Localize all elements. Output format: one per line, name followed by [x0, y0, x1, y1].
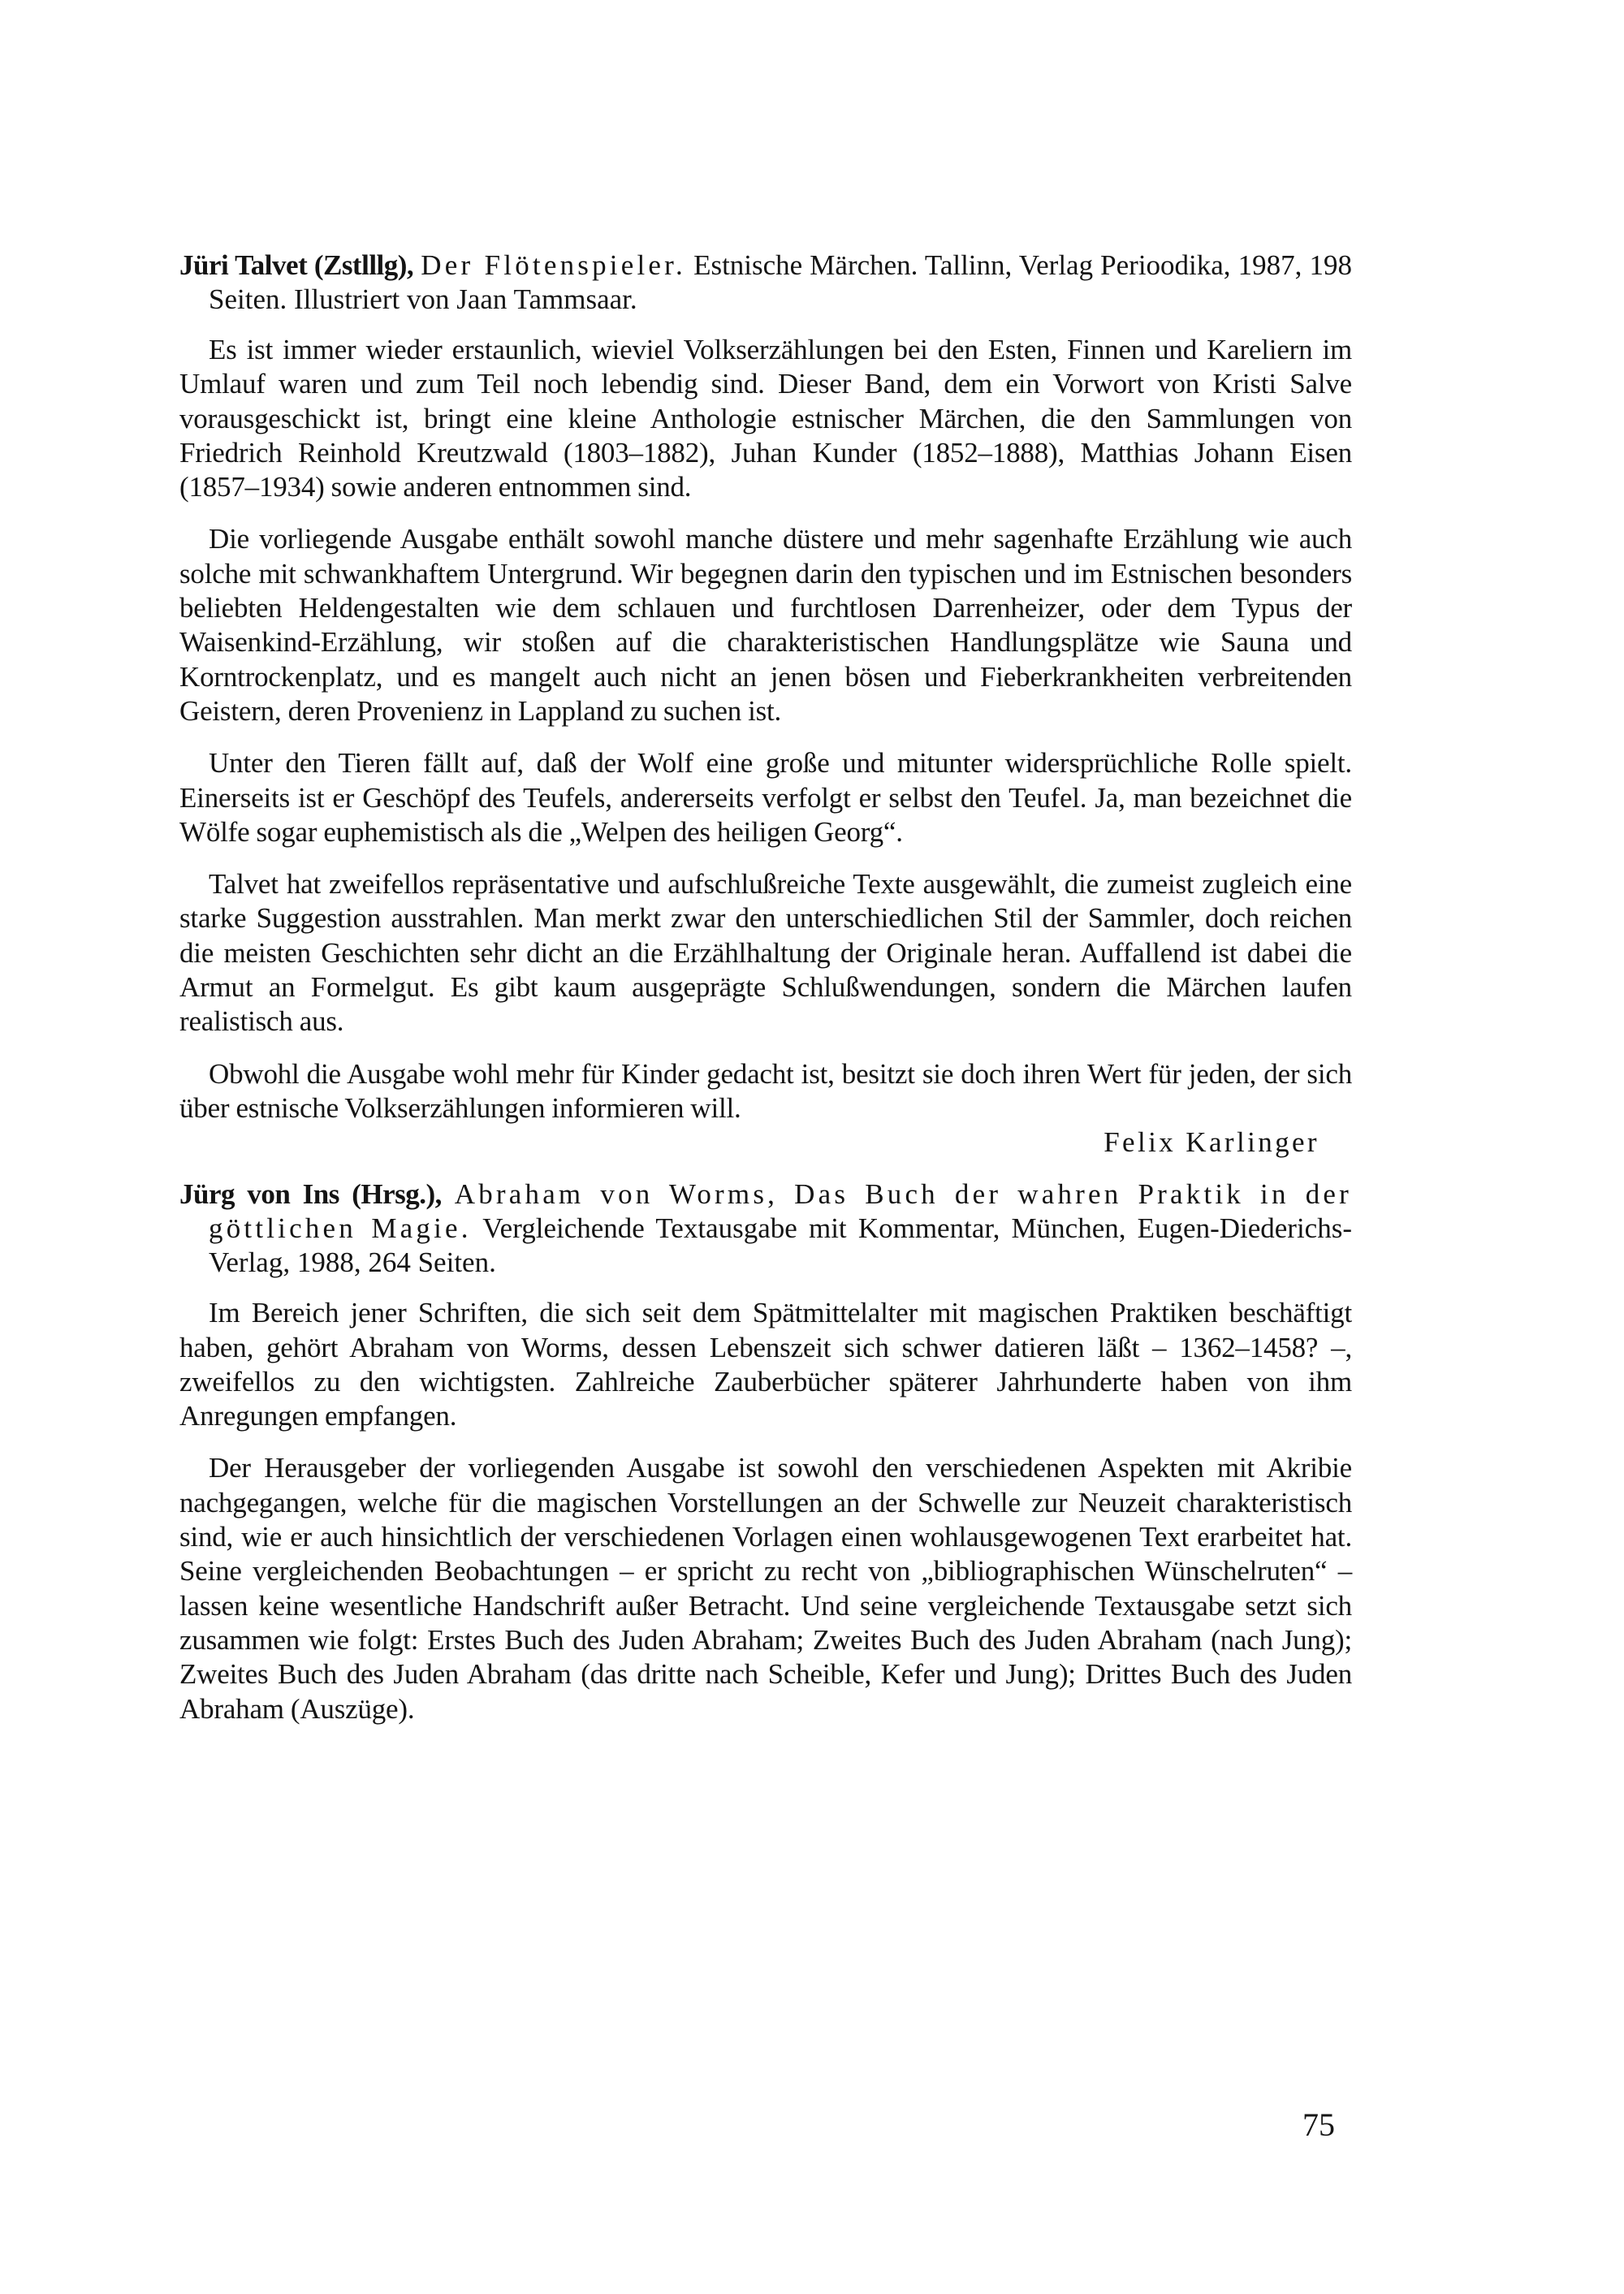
review-paragraph: Die vorliegende Ausgabe enthält sowohl manche düstere und mehr sagenhafte Erzählung wie auch solche mit schwankhaftem Untergrund. Wir begegnen darin den typischen und im Estnischen besonders beliebten Heldengestalten wie dem schlauen und furchtlosen Darrenheizer, oder dem Typus der Waisenkind-Erzählung, wir stoßen auf die charakteristischen Handlungsplätze wie Sauna und Korntrockenplatz, und es mangelt auch nicht an jenen bösen und Fieberkrankheiten verbreitenden Geistern, deren Provenienz in Lappland zu suchen ist.: [179, 523, 1352, 727]
review-entry: [179, 248, 1352, 1160]
review-paragraph: Obwohl die Ausgabe wohl mehr für Kinder gedacht ist, besitzt sie doch ihren Wert für jeden, der sich über estnische Volkserzählungen informieren will.: [179, 1057, 1352, 1124]
review-paragraph: Unter den Tieren fällt auf, daß der Wolf eine große und mitunter widersprüchliche Rolle spielt. Einerseits ist er Geschöpf des Teufels, andererseits verfolgt er selbst den Teufel. Ja, man bezeichnet die Wölfe sogar euphemistisch als die „Welpen des heiligen Georg“.: [179, 747, 1352, 848]
book-title: Der Flötenspieler.: [421, 249, 686, 281]
bibliographic-heading: [179, 248, 1352, 317]
document-page: [179, 248, 1352, 1726]
book-citation: Vergleichende Textausgabe mit Kommentar, München, Eugen-Diederichs-Verlag, 1988, 264 Seiten.: [209, 1212, 1352, 1279]
review-paragraph: Im Bereich jener Schriften, die sich seit dem Spätmittelalter mit magischen Praktiken beschäftigt haben, gehört Abraham von Worms, dessen Lebenszeit sich schwer datieren läßt – 1362–1458? –, zweifellos zu den wichtigsten. Zahlreiche Zauberbücher späterer Jahrhunderte haben von ihm Anregungen empfangen.: [179, 1297, 1352, 1432]
review-author: Jürg von Ins (Hrsg.),: [179, 1178, 442, 1211]
review-entry: [179, 1177, 1352, 1726]
review-paragraph: Der Herausgeber der vorliegenden Ausgabe ist sowohl den verschiedenen Aspekten mit Akribie nachgegangen, welche für die magischen Vorstellungen an der Schwelle zur Neuzeit charakteristisch sind, wie er auch hinsichtlich der verschiedenen Vorlagen einen wohlausgewogenen Text erarbeitet hat. Seine vergleichenden Beobachtungen – er spricht zu recht von „bibliographischen Wünschelruten“ – lassen keine wesentliche Handschrift außer Betracht. Und seine vergleichende Textausgabe setzt sich zusammen wie folgt: Erstes Buch des Juden Abraham; Zweites Buch des Juden Abraham (nach Jung); Zweites Buch des Juden Abraham (das dritte nach Scheible, Kefer und Jung); Drittes Buch des Juden Abraham (Auszüge).: [179, 1452, 1352, 1725]
book-citation: Estnische Märchen. Tallinn, Verlag Perioodika, 1987, 198 Seiten. Illustriert von Jaan Tammsaar.: [209, 249, 1352, 315]
page-number: 75: [1302, 2106, 1335, 2143]
bibliographic-heading: [179, 1177, 1352, 1280]
review-author: Jüri Talvet (Zstlllg),: [179, 249, 414, 281]
review-paragraph: Talvet hat zweifellos repräsentative und aufschlußreiche Texte ausgewählt, die zumeist zugleich eine starke Suggestion ausstrahlen. Man merkt zwar den unterschiedlichen Stil der Sammler, doch reichen die meisten Geschichten sehr dicht an die Erzählhaltung der Originale heran. Auffallend ist dabei die Armut an Formelgut. Es gibt kaum ausgeprägte Schlußwendungen, sondern die Märchen laufen realistisch aus.: [179, 868, 1352, 1038]
book-title: Abraham von Worms, Das Buch der wahren Praktik in der göttlichen Magie.: [209, 1178, 1352, 1245]
reviewer-signature: Felix Karlinger: [1104, 1126, 1320, 1159]
review-paragraph: Es ist immer wieder erstaunlich, wieviel Volkserzählungen bei den Esten, Finnen und Kareliern im Umlauf waren und zum Teil noch lebendig sind. Dieser Band, dem ein Vorwort von Kristi Salve vorausgeschickt ist, bringt eine kleine Anthologie estnischer Märchen, die den Sammlungen von Friedrich Reinhold Kreutzwald (1803–1882), Juhan Kunder (1852–1888), Matthias Johann Eisen (1857–1934) sowie anderen entnommen sind.: [179, 334, 1352, 503]
